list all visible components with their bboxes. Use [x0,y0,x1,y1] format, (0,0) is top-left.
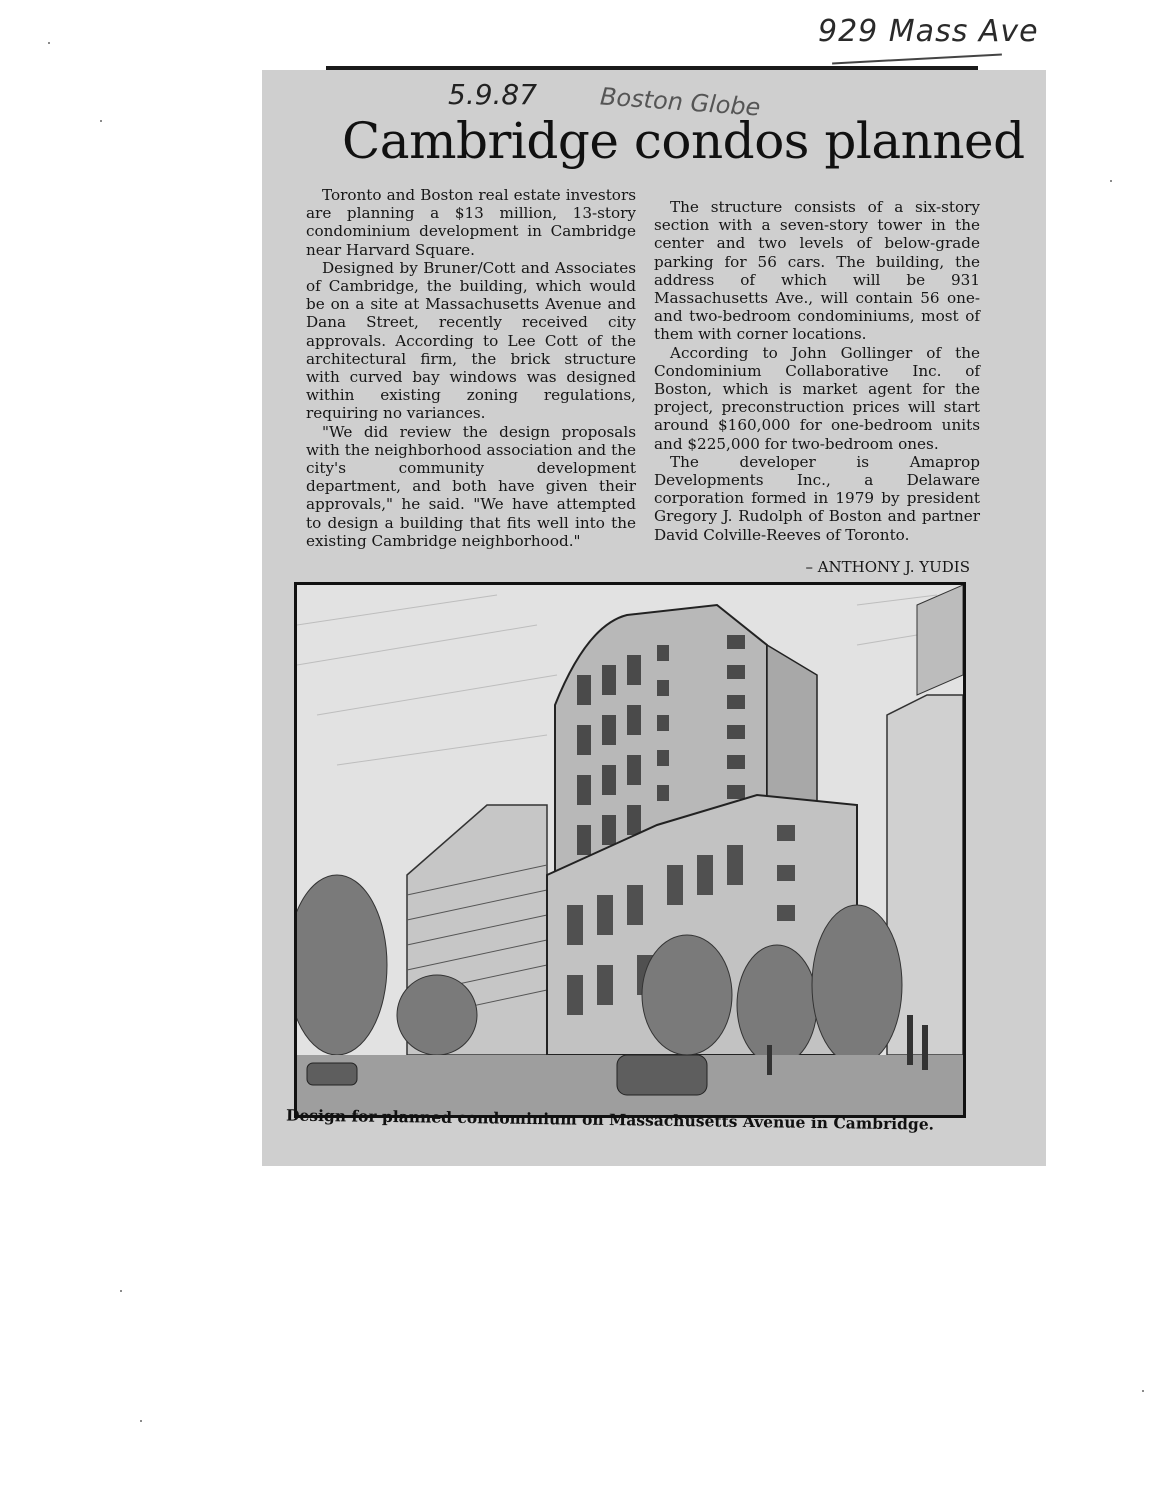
building-sketch [297,585,963,1115]
article-column-right [654,198,980,544]
headline: Cambridge condos planned [342,112,1025,170]
scan-speck [140,1420,142,1422]
paragraph: According to John Gollinger of the Condominium Collaborative Inc. of Boston, which is market agent for the project, preconstruction prices will start around $160,000 for one-bedroom units and $225,000 for two-bedroom ones. [654,343,980,453]
photo-caption: Design for planned condominium on Massachusetts Avenue in Cambridge. [285,1105,935,1134]
handwritten-source: Boston Globe [599,82,762,122]
handwritten-address-note: 929 Mass Ave [818,14,1039,49]
paragraph: Toronto and Boston real estate investors are planning a $13 million, 13-story condominium development in Cambridge near Harvard Square. [306,186,636,259]
paragraph: "We did review the design proposals with the neighborhood association and the city's community development department, and both have given their approvals," he said. "We have attempted to design a building that fits well into the existing Cambridge neighborhood." [306,422,636,550]
top-rule [326,66,978,70]
article-column-left [306,186,636,550]
paragraph: Designed by Bruner/Cott and Associates of Cambridge, the building, which would be on a site at Massachusetts Avenue and Dana Street, recently received city approvals. According to Lee Cott of the architectural firm, the brick structure with curved bay windows was designed within existing zoning regulations, requiring no variances. [306,258,636,423]
paragraph: The structure consists of a six-story section with a seven-story tower in the center and two levels of below-grade parking for 56 cars. The building, the address of which will be 931 Massachusetts Ave., will contain 56 one- and two-bedroom condominiums, most of them with corner locations. [654,198,980,344]
handwritten-underline [832,54,1002,65]
scan-speck [1142,1390,1144,1392]
architectural-rendering [294,582,966,1118]
byline: – ANTHONY J. YUDIS [805,558,970,576]
handwritten-date: 5.9.87 [448,78,538,111]
scan-speck [100,120,102,122]
paragraph: The developer is Amaprop Developments Inc., a Delaware corporation formed in 1979 by president Gregory J. Rudolph of Boston and partner David Colville-Reeves of Toronto. [654,452,980,544]
scan-speck [1110,180,1112,182]
scan-speck [120,1290,122,1292]
scan-speck [48,42,50,44]
